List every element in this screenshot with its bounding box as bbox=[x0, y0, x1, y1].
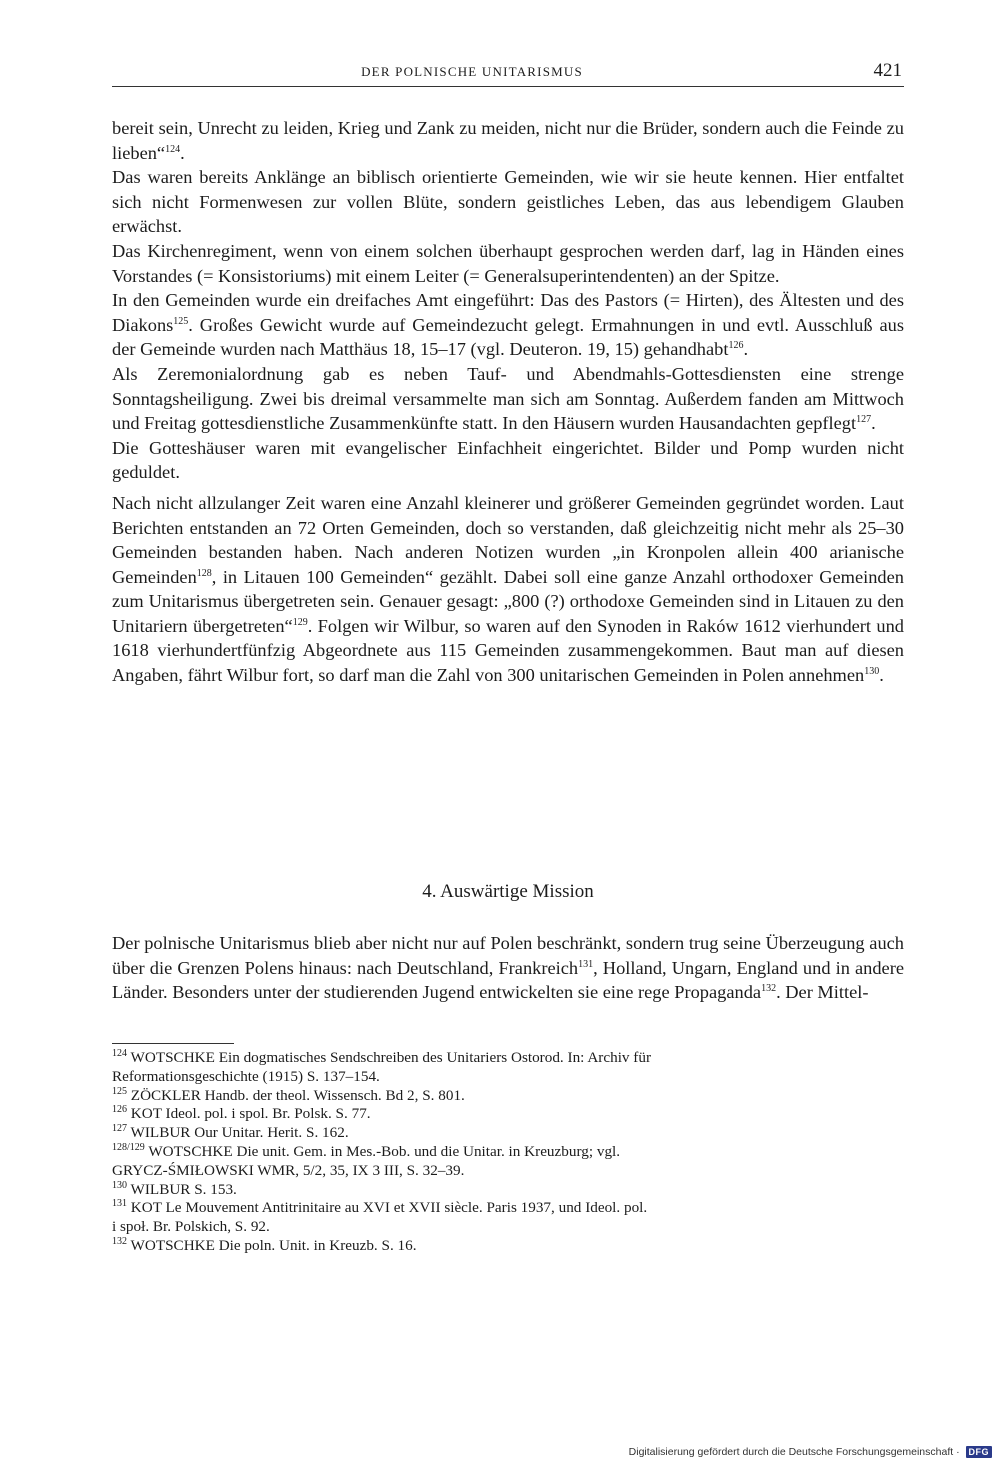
paragraph-1: bereit sein, Unrecht zu leiden, Krieg und Zank zu meiden, nicht nur die Brüder, sondern auch die Feinde zu lieben“$^{124}$. bbox=[112, 118, 904, 163]
paragraph-7: Nach nicht allzulanger Zeit waren eine Anzahl kleinerer und größerer Gemeinden gegründet worden. Laut Berichten entstanden an 72 Orten Gemeinden, doch so verstanden, daß gleichzeitig nicht mehr als 25–30 Gemeinden bestanden haben. Nach anderen Notizen wurden „in Kronpolen allein 400 arianische Gemeinden$^{128}$, in Litauen 100 Gemeinden“ gezählt. Dabei soll eine ganze Anzahl orthodoxer Gemeinden zum Unitarismus übergetreten sein. Genauer gesagt: „800 (?) orthodoxe Gemeinden sind in Litauen zu den Unitariern übergetreten“$^{129}$. Folgen wir Wilbur, so waren auf den Synoden in Raków 1612 vierhundert und 1618 vierhundertfünfzig Abgeordnete aus 115 Gemeinden zusammengekommen. Baut man auf diesen Angaben, fährt Wilbur fort, so darf man die Zahl von 300 unitarischen Gemeinden in Polen annehmen$^{130}$. bbox=[112, 492, 905, 686]
dfg-logo-icon: DFG bbox=[966, 1446, 993, 1458]
paragraph-5: Als Zeremonialordnung gab es neben Tauf- und Abendmahls-Gottesdiensten eine strenge Sonntagsheiligung. Zwei bis dreimal versammelte man sich am Sonntag. Außerdem fanden am Mittwoch und Freitag gottesdienstliche Zusammenkünfte statt. In den Häusern wurden Hausandachten gepflegt$^{127}$. bbox=[112, 363, 904, 434]
footnote: $^{132}$ WOTSCHKE Die poln. Unit. in Kreuzb. S. 16. bbox=[112, 1235, 417, 1254]
footnote-ref: 130 bbox=[864, 665, 880, 677]
footnote: $^{131}$ KOT Le Mouvement Antitrinitaire au XVI et XVII siècle. Paris 1937, und Ideol. pol. i społ. Br. Polskich, S. 92. bbox=[112, 1198, 648, 1236]
footnote-ref: 129 bbox=[292, 616, 308, 628]
footnote: $^{125}$ ZÖCKLER Handb. der theol. Wissensch. Bd 2, S. 801. bbox=[112, 1085, 465, 1104]
footnote-ref: 125 bbox=[173, 315, 189, 327]
footnote: $^{130}$ WILBUR S. 153. bbox=[112, 1179, 237, 1198]
paragraph-6: Die Gotteshäuser waren mit evangelischer Einfachheit eingerichtet. Bilder und Pomp wurden nicht geduldet. bbox=[112, 437, 904, 483]
footnote-ref: 127 bbox=[856, 414, 872, 425]
footnote: $^{124}$ WOTSCHKE Ein dogmatisches Sendschreiben des Unitariers Ostorod. In: Archiv für Reformationsgeschichte (1915) S. 137–154. bbox=[112, 1047, 652, 1085]
section-paragraph: Der polnische Unitarismus blieb aber nicht nur auf Polen beschränkt, sondern trug seine Überzeugung auch über die Grenzen Polens hinaus: nach Deutschland, Frankreich$^{131}$, Holland, Ungarn, England und in andere Länder. Besonders unter der studierenden Jugend entwickelten sie eine rege Propaganda$^{132}$. Der Mittel- bbox=[112, 933, 904, 1003]
footnote-ref: 124 bbox=[165, 143, 181, 155]
paragraph-2: Das waren bereits Anklänge an biblisch orientierte Gemeinden, wie wir sie heute kennen. Hier entfaltet sich nicht Formenwesen zur vollen Blüte, sondern geistliches Leben, das aus lebendigem Glauben erwächst. bbox=[112, 167, 904, 237]
footnote: $^{127}$ WILBUR Our Unitar. Herit. S. 162. bbox=[112, 1123, 349, 1142]
footnote: $^{126}$ KOT Ideol. pol. i spol. Br. Polsk. S. 77. bbox=[112, 1104, 371, 1123]
footnotes bbox=[112, 1049, 904, 1256]
digitization-credit bbox=[612, 1446, 992, 1462]
running-title: DER POLNISCHE UNITARISMUS bbox=[361, 64, 583, 79]
footnote-rule bbox=[112, 1043, 234, 1044]
body-text bbox=[112, 116, 904, 688]
section-heading: 4. Auswärtige Mission bbox=[422, 881, 594, 902]
footnote-ref: 132 bbox=[761, 983, 777, 995]
page-number: 421 bbox=[873, 60, 902, 81]
footnote-ref: 131 bbox=[578, 958, 594, 970]
paragraph-4: In den Gemeinden wurde ein dreifaches Amt eingeführt: Das des Pastors (= Hirten), des Ältesten und des Diakons$^{125}$. Großes Gewicht wurde auf Gemeindezucht gelegt. Ermahnungen in und evtl. Ausschluß aus der Gemeinde wurden nach Matthäus 18, 15–17 (vgl. Deuteron. 19, 15) gehandhabt$^{126}$. bbox=[112, 290, 904, 360]
credit-text: Digitalisierung gefördert durch die Deutsche Forschungsgemeinschaft · bbox=[628, 1446, 960, 1458]
footnote: $^{128/129}$ WOTSCHKE Die unit. Gem. in Mes.-Bob. und die Unitar. in Kreuzburg; vgl. GRYCZ-ŚMIŁOWSKI WMR, 5/2, 35, IX 3 III, S. 32–39. bbox=[112, 1141, 621, 1179]
section-body bbox=[112, 931, 904, 1005]
running-head bbox=[112, 62, 904, 87]
paragraph-3: Das Kirchenregiment, wenn von einem solchen überhaupt gesprochen werden darf, lag in Händen eines Vorstandes (= Konsistoriums) mit einem Leiter (= Generalsuperintendenten) an der Spitze. bbox=[112, 240, 904, 286]
footnote-ref: 126 bbox=[728, 340, 744, 352]
footnote-ref: 128 bbox=[196, 567, 212, 579]
